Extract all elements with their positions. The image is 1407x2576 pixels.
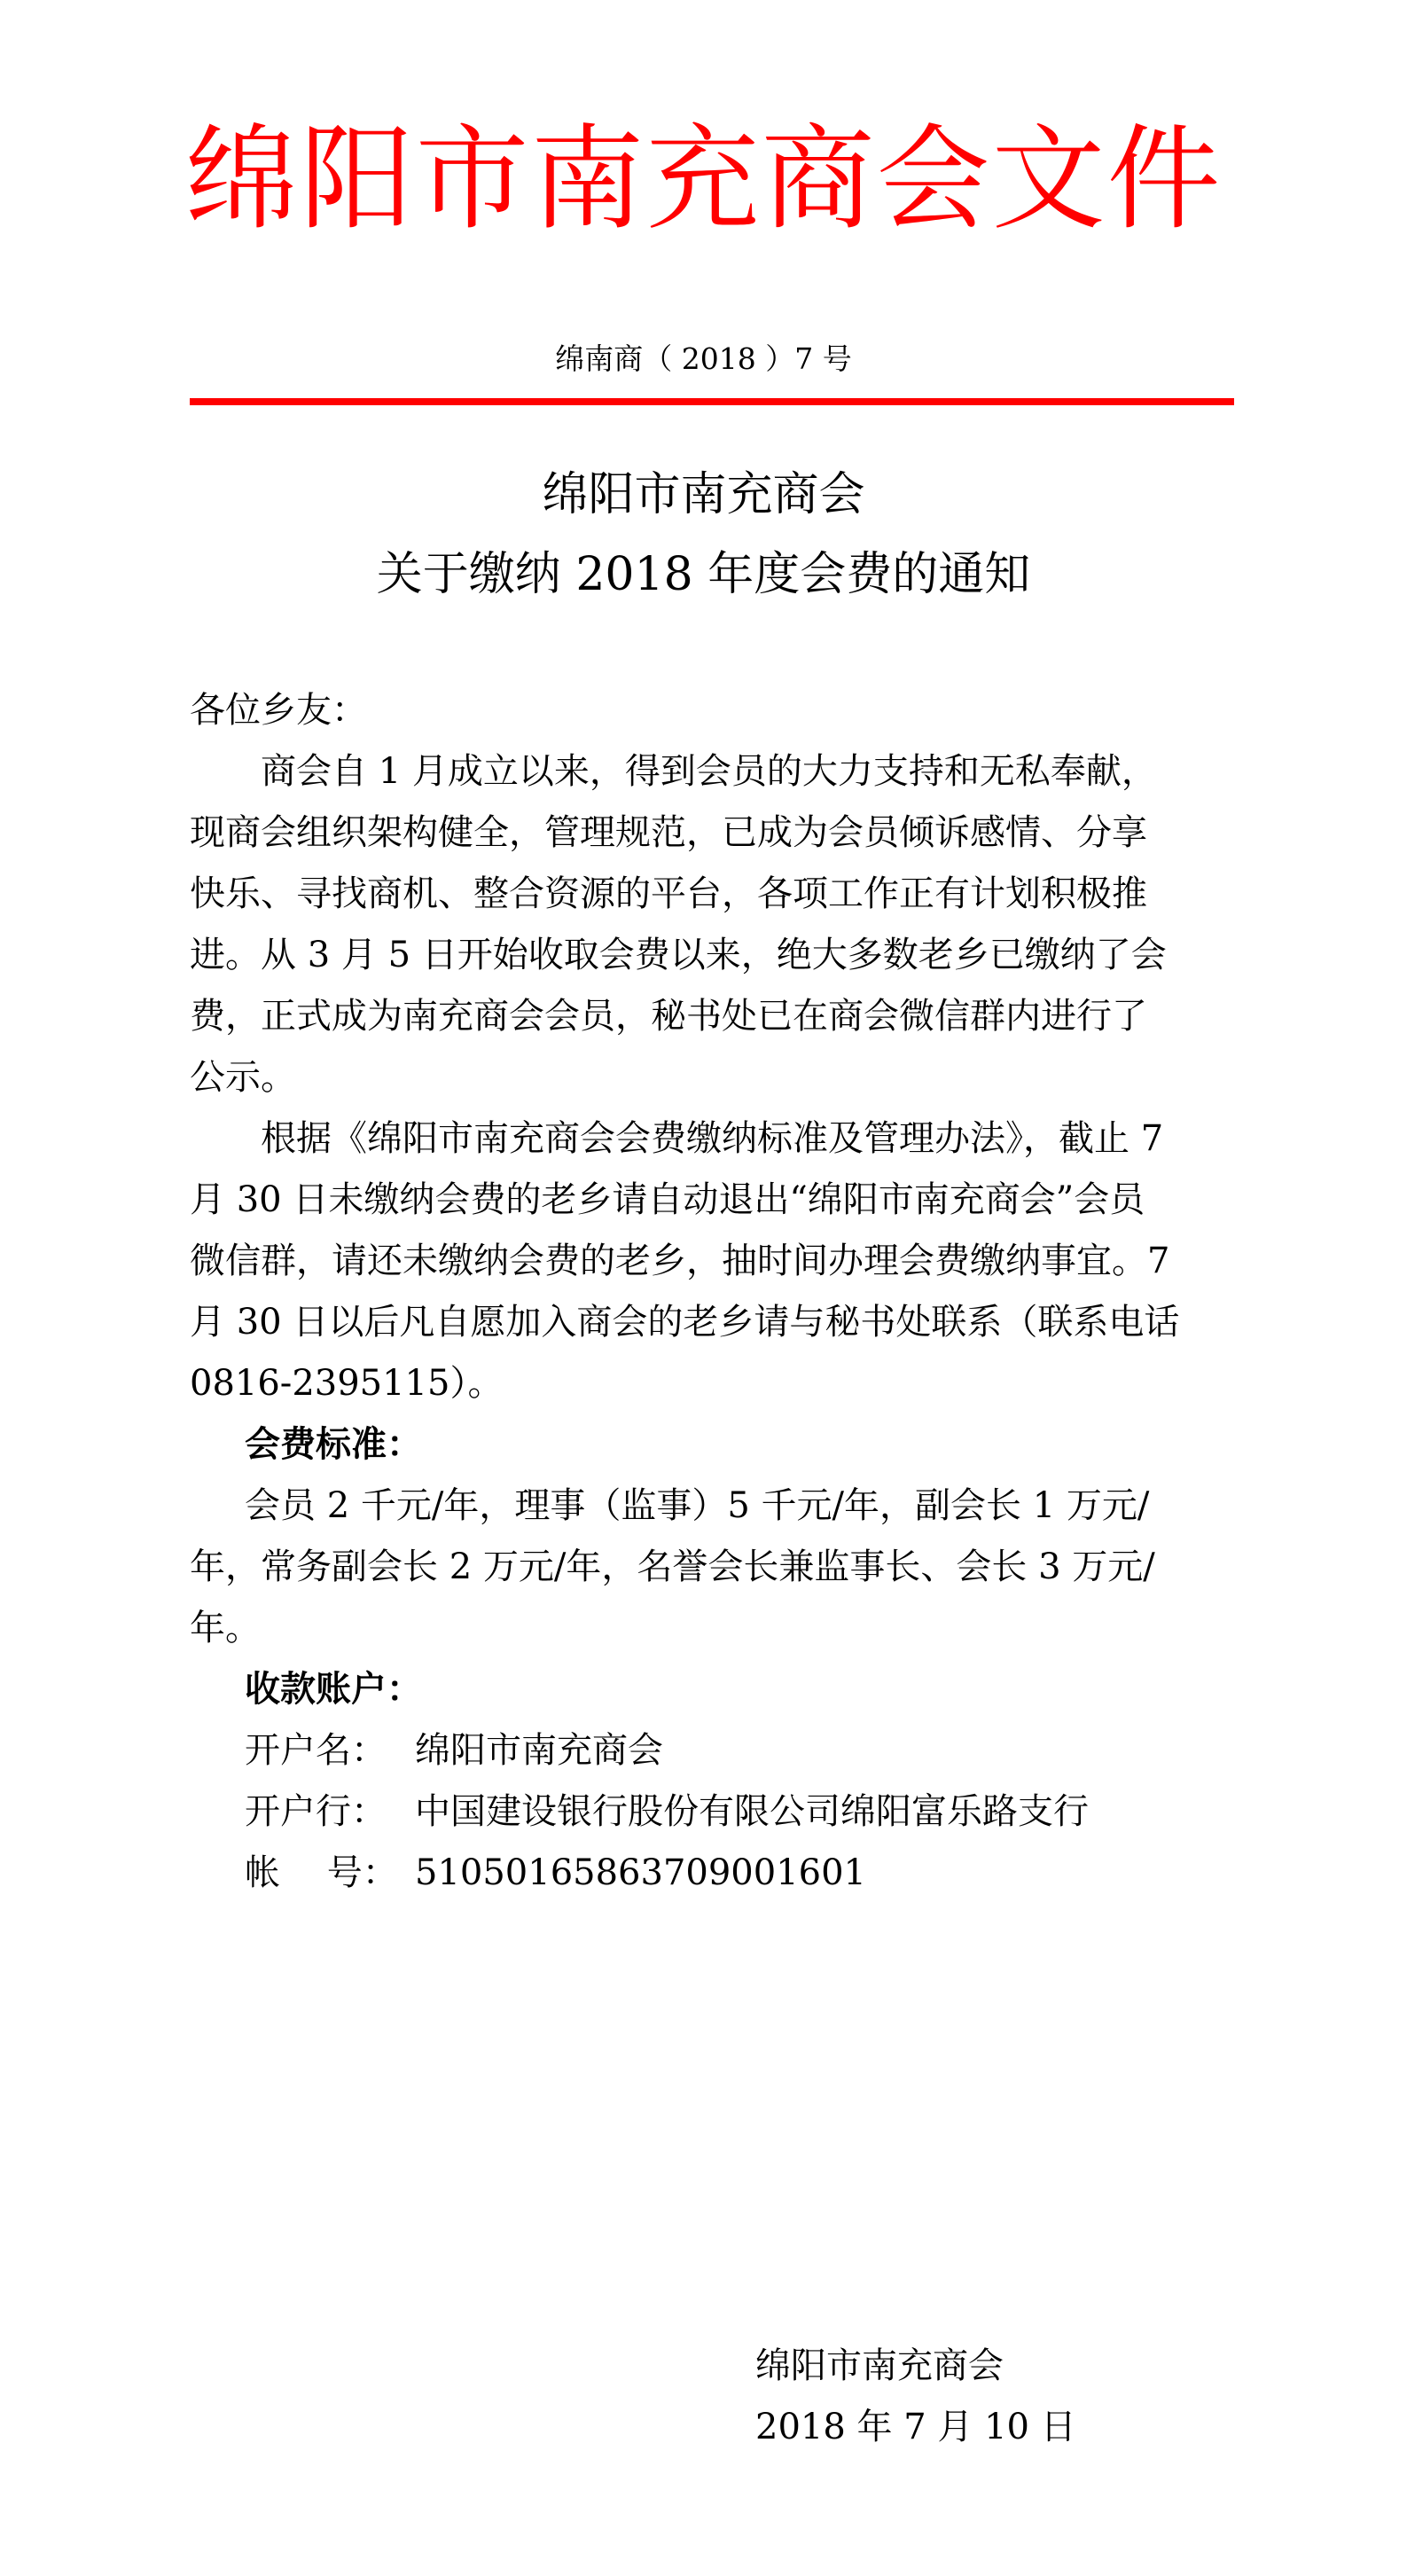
fee-standard-line: 年。 [190,1608,261,1648]
account-heading: 收款账户： [245,1668,422,1710]
header-divider [190,398,1234,405]
paragraph-2-line: 微信群，请还未缴纳会费的老乡，抽时间办理会费缴纳事宜。7 [190,1241,1170,1281]
account-name-value: 绵阳市南充商会 [415,1730,663,1771]
paragraph-1-line: 进。从 3 月 5 日开始收取会费以来，绝大多数老乡已缴纳了会 [190,935,1167,975]
notice-title-line-2: 关于缴纳 2018 年度会费的通知 [376,548,1031,601]
signature-date: 2018 年 7 月 10 日 [755,2407,1076,2447]
paragraph-1-line: 商会自 1 月成立以来，得到会员的大力支持和无私奉献， [261,751,1157,792]
paragraph-1-line: 费，正式成为南充商会会员，秘书处已在商会微信群内进行了 [190,996,1147,1037]
paragraph-1-line: 公示。 [190,1057,296,1098]
account-bank-label: 开户行： [245,1791,387,1832]
document-number: 绵南商（ 2018 ）7 号 [555,341,852,376]
account-number-value: 51050165863709001601 [415,1852,866,1893]
account-name-label: 开户名： [245,1730,387,1771]
paragraph-2-line: 根据《绵阳市南充商会会费缴纳标准及管理办法》，截止 7 [261,1118,1164,1159]
fee-standard-line: 会员 2 千元/年，理事（监事）5 千元/年，副会长 1 万元/ [245,1485,1150,1526]
account-number-label: 帐 号： [245,1852,398,1893]
paragraph-2-line: 月 30 日未缴纳会费的老乡请自动退出“绵阳市南充商会”会员 [190,1179,1145,1220]
notice-title-line-1: 绵阳市南充商会 [542,468,865,521]
salutation: 各位乡友： [190,690,367,731]
paragraph-1-line: 快乐、寻找商机、整合资源的平台，各项工作正有计划积极推 [190,873,1147,914]
paragraph-2-line: 0816-2395115）。 [190,1363,504,1404]
fee-standard-line: 年，常务副会长 2 万元/年，名誉会长兼监事长、会长 3 万元/ [190,1546,1155,1587]
paragraph-1-line: 现商会组织架构健全，管理规范，已成为会员倾诉感情、分享 [190,812,1147,853]
fee-standard-heading: 会费标准： [245,1423,422,1465]
account-bank-value: 中国建设银行股份有限公司绵阳富乐路支行 [415,1791,1089,1832]
paragraph-2-line: 月 30 日以后凡自愿加入商会的老乡请与秘书处联系（联系电话 [190,1302,1180,1343]
document-header-title: 绵阳市南充商会文件 [184,114,1223,246]
signature-organization: 绵阳市南充商会 [755,2345,1004,2386]
